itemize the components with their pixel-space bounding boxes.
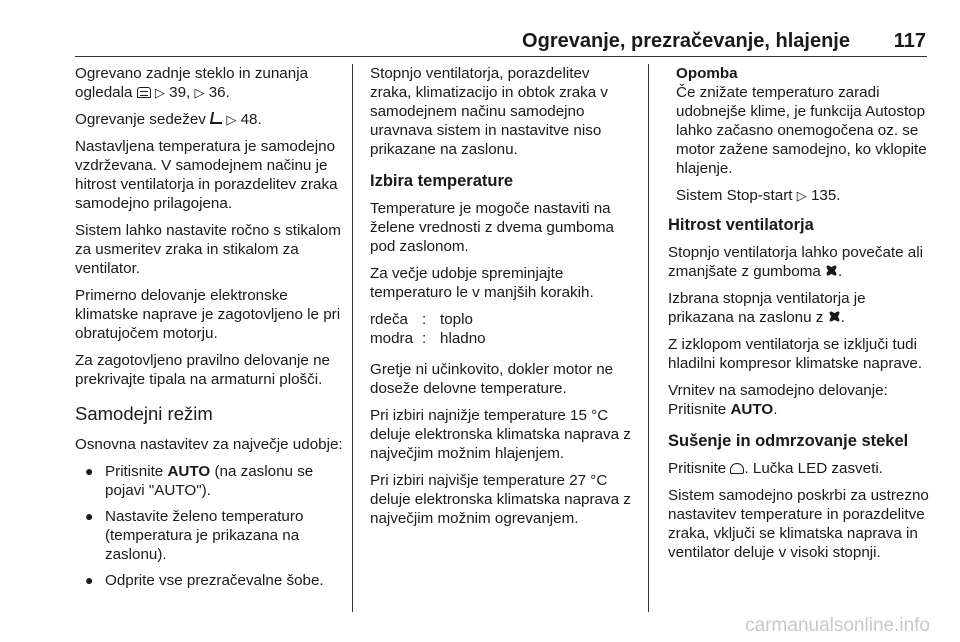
bullet-icon: ●	[85, 572, 94, 588]
paragraph: Pri izbiri najnižje temperature 15 °C deluje elektronska klimatska naprava z največjim možnim hlajenjem.	[370, 407, 631, 462]
paragraph: Sistem lahko nastavite ročno s stikalom za usmeritev zraka in stikalom za ventilator.	[75, 222, 341, 277]
rear-window-heating-icon	[137, 87, 151, 98]
paragraph: Z izklopom ventilatorja se izključi tudi hladilni kompresor klimatske naprave.	[668, 336, 923, 372]
paragraph: Izbrana stopnja ventilatorja je prikazana na zaslonu z .	[668, 290, 866, 326]
note-reference: Sistem Stop-start ▷ 135.	[676, 187, 841, 204]
bullet-icon: ●	[85, 463, 94, 479]
section-heading: Hitrost ventilatorja	[668, 216, 814, 234]
section-heading: Sušenje in odmrzovanje stekel	[668, 432, 909, 450]
header-divider	[75, 56, 927, 57]
note-heading: Opomba	[676, 65, 738, 82]
reference-arrow-icon: ▷	[194, 85, 205, 100]
paragraph: Nastavljena temperatura je samodejno vzdrževana. V samodejnem načinu je hitrost ventilatorja in porazdelitev zraka samodejno prilagojena.	[75, 138, 338, 212]
list-item: ● Nastavite želeno temperaturo (temperatura je prikazana na zaslonu).	[85, 508, 304, 563]
page-title: Ogrevanje, prezračevanje, hlajenje	[522, 30, 850, 52]
paragraph: Pritisnite . Lučka LED zasveti.	[668, 460, 883, 477]
reference-arrow-icon: ▷	[154, 85, 165, 100]
table-row: rdeča : toplo	[370, 311, 473, 328]
paragraph: Vrnitev na samodejno delovanje: Pritisnite AUTO.	[668, 382, 888, 418]
column-divider-2	[648, 64, 649, 612]
watermark: carmanualsonline.info	[745, 615, 930, 636]
paragraph: Pri izbiri najvišje temperature 27 °C deluje elektronska klimatska naprava z največjim možnim ogrevanjem.	[370, 472, 631, 527]
windscreen-defrost-icon	[730, 463, 744, 474]
fan-icon	[825, 264, 838, 277]
button-name: AUTO	[730, 401, 774, 418]
reference-arrow-icon: ▷	[226, 112, 237, 127]
paragraph: Ogrevano zadnje steklo in zunanja ogledala ▷ 39, ▷ 36.	[75, 65, 309, 101]
column-1	[75, 64, 347, 597]
section-heading: Samodejni režim	[75, 403, 213, 424]
list-item: ● Odprite vse prezračevalne šobe.	[85, 572, 324, 589]
paragraph: Stopnjo ventilatorja lahko povečate ali zmanjšate z gumboma .	[668, 244, 923, 280]
bullet-list	[75, 462, 347, 590]
fan-icon	[828, 310, 841, 323]
reference-arrow-icon: ▷	[796, 188, 807, 203]
column-3	[668, 64, 930, 570]
paragraph: Temperature je mogoče nastaviti na želene vrednosti z dvema gumboma pod zaslonom.	[370, 200, 614, 255]
paragraph: Gretje ni učinkovito, dokler motor ne doseže delovne temperature.	[370, 361, 614, 397]
column-divider-1	[352, 64, 353, 612]
bullet-icon: ●	[85, 508, 94, 524]
page-header	[0, 0, 960, 56]
paragraph: Primerno delovanje elektronske klimatske naprave je zagotovljeno le pri obratujočem motorju.	[75, 287, 341, 342]
paragraph: Za večje udobje spreminjajte temperaturo le v manjših korakih.	[370, 265, 594, 301]
seat-heating-icon	[210, 112, 222, 125]
paragraph: Osnovna nastavitev za največje udobje:	[75, 436, 343, 453]
paragraph: Stopnjo ventilatorja, porazdelitev zraka, klimatizacijo in obtok zraka v samodejnem načinu samodejno uravnava sistem in nastavitve niso prikazane na zaslonu.	[370, 65, 609, 158]
color-legend-table	[370, 310, 486, 348]
list-item: ● Pritisnite AUTO (na zaslonu se pojavi "AUTO").	[85, 463, 314, 499]
paragraph: Za zagotovljeno pravilno delovanje ne prekrivajte tipala na armaturni plošči.	[75, 352, 330, 388]
note-block	[668, 64, 930, 205]
paragraph: Ogrevanje sedežev ▷ 48.	[75, 111, 262, 128]
page-number: 117	[893, 30, 926, 52]
note-text: Če znižate temperaturo zaradi udobnejše klime, je funkcija Autostop lahko začasno onemogočena oz. se motor zažene samodejno, ko vklopite hlajenje.	[676, 84, 927, 177]
section-heading: Izbira temperature	[370, 172, 514, 190]
button-name: AUTO	[167, 463, 211, 480]
column-2	[370, 64, 635, 536]
table-row: modra : hladno	[370, 330, 486, 347]
paragraph: Sistem samodejno poskrbi za ustrezno nastavitev temperature in porazdelitve zraka, vključi se klimatska naprava in ventilator deluje v visoki stopnji.	[668, 487, 929, 561]
